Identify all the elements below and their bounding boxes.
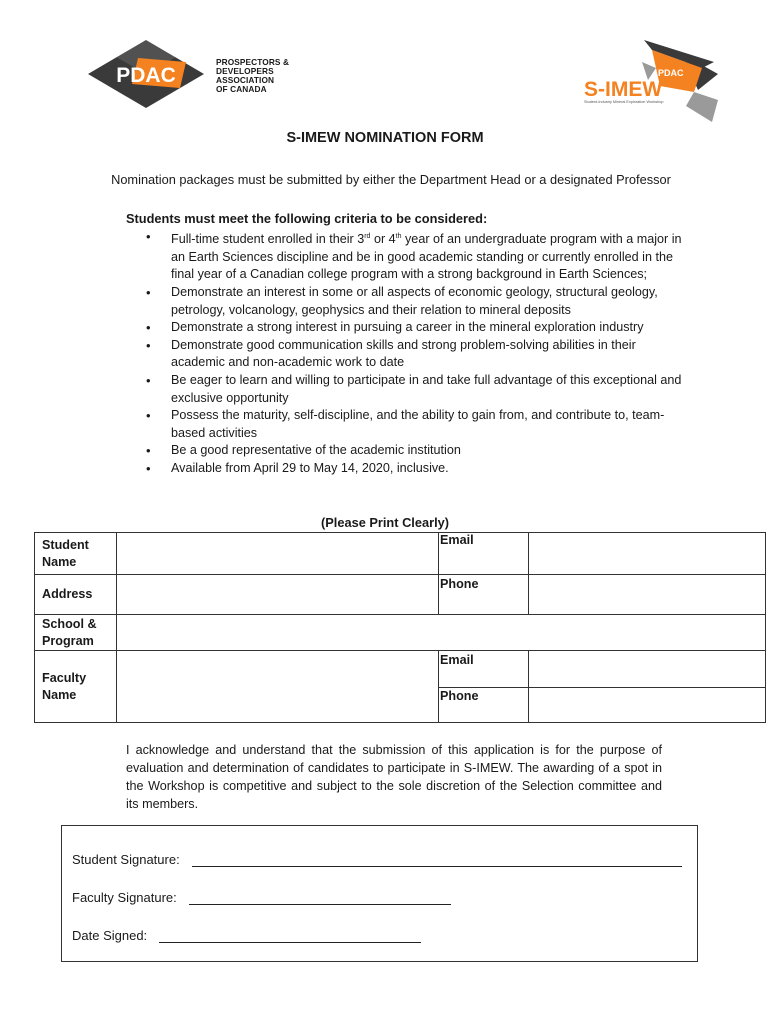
faculty-email-field[interactable] [529, 651, 764, 687]
address-label: Address [42, 587, 93, 601]
criteria-heading: Students must meet the following criteria to be considered: [126, 211, 488, 226]
simew-logo [582, 40, 722, 122]
print-clearly-note: (Please Print Clearly) [320, 515, 450, 530]
student-phone-label: Phone [440, 577, 479, 591]
date-signed-line[interactable] [159, 942, 421, 943]
date-signed-label: Date Signed: [72, 928, 148, 943]
acknowledgement-text: I acknowledge and understand that the submission of this application is for the purpose of evaluation and determination of candidates to participate in S-IMEW. The awarding of a spot in the Workshop is competitive and subject to the sole discretion of the Selection committee and its members. [126, 743, 662, 811]
nomination-info-table [34, 532, 766, 723]
pdac-org-line-1: PROSPECTORS & [216, 57, 290, 67]
criteria-item: • Available from April 29 to May 14, 2020, inclusive. [146, 460, 686, 478]
student-signature-label: Student Signature: [72, 852, 180, 867]
simew-logo-mark [582, 40, 722, 122]
signature-box [61, 825, 698, 962]
criteria-item: • Be a good representative of the academic institution [146, 442, 686, 460]
criteria-item: • Demonstrate good communication skills and strong problem-solving abilities in their academic and non-academic work to date [146, 337, 686, 372]
faculty-phone-field[interactable] [529, 688, 764, 722]
pdac-logo-text: PDAC [116, 64, 176, 87]
criteria-list [146, 228, 686, 478]
pdac-org-line-4: OF CANADA [216, 84, 267, 94]
student-signature-line[interactable] [192, 866, 682, 867]
simew-logo-text: S-IMEW [584, 78, 663, 101]
criteria-item: • Demonstrate a strong interest in pursuing a career in the mineral exploration industry [146, 319, 686, 337]
student-name-field[interactable] [117, 533, 437, 574]
student-email-field[interactable] [529, 533, 764, 574]
pdac-org-line-3: ASSOCIATION [216, 75, 275, 85]
criteria-item: • Demonstrate an interest in some or all aspects of economic geology, structural geology, petrology, volcanology, geophysics and their relation to mineral deposits [146, 284, 686, 319]
intro-text: Nomination packages must be submitted by either the Department Head or a designated Professor [111, 172, 671, 187]
pdac-org-line-2: DEVELOPERS [216, 66, 274, 76]
faculty-name-label: Faculty Name [42, 671, 87, 702]
simew-small-text: PDAC [658, 68, 684, 78]
faculty-name-field[interactable] [117, 651, 437, 722]
faculty-signature-label: Faculty Signature: [72, 890, 177, 905]
criteria-item: • Possess the maturity, self-discipline, and the ability to gain from, and contribute to, team-based activities [146, 407, 686, 442]
criteria-item: • Full-time student enrolled in their 3rd or 4th year of an undergraduate program with a major in an Earth Sciences discipline and be in good academic standing or currently enrolled in the final year of a Canadian college program with a strong background in Earth Sciences; [146, 228, 686, 284]
school-program-field[interactable] [117, 615, 764, 650]
simew-tagline: Student-Industry Mineral Exploration Workshop [584, 100, 664, 104]
school-program-label: School & Program [42, 617, 97, 648]
form-title: S-IMEW NOMINATION FORM [286, 130, 484, 146]
criteria-item: • Be eager to learn and willing to participate in and take full advantage of this exceptional and exclusive opportunity [146, 372, 686, 407]
faculty-email-label: Email [440, 653, 474, 667]
student-name-label: Student Name [42, 538, 89, 569]
faculty-signature-line[interactable] [189, 904, 451, 905]
address-field[interactable] [117, 575, 437, 614]
student-email-label: Email [440, 533, 474, 547]
student-phone-field[interactable] [529, 575, 764, 614]
pdac-logo-mark [88, 38, 208, 110]
faculty-phone-label: Phone [440, 689, 479, 703]
pdac-logo [88, 38, 293, 110]
